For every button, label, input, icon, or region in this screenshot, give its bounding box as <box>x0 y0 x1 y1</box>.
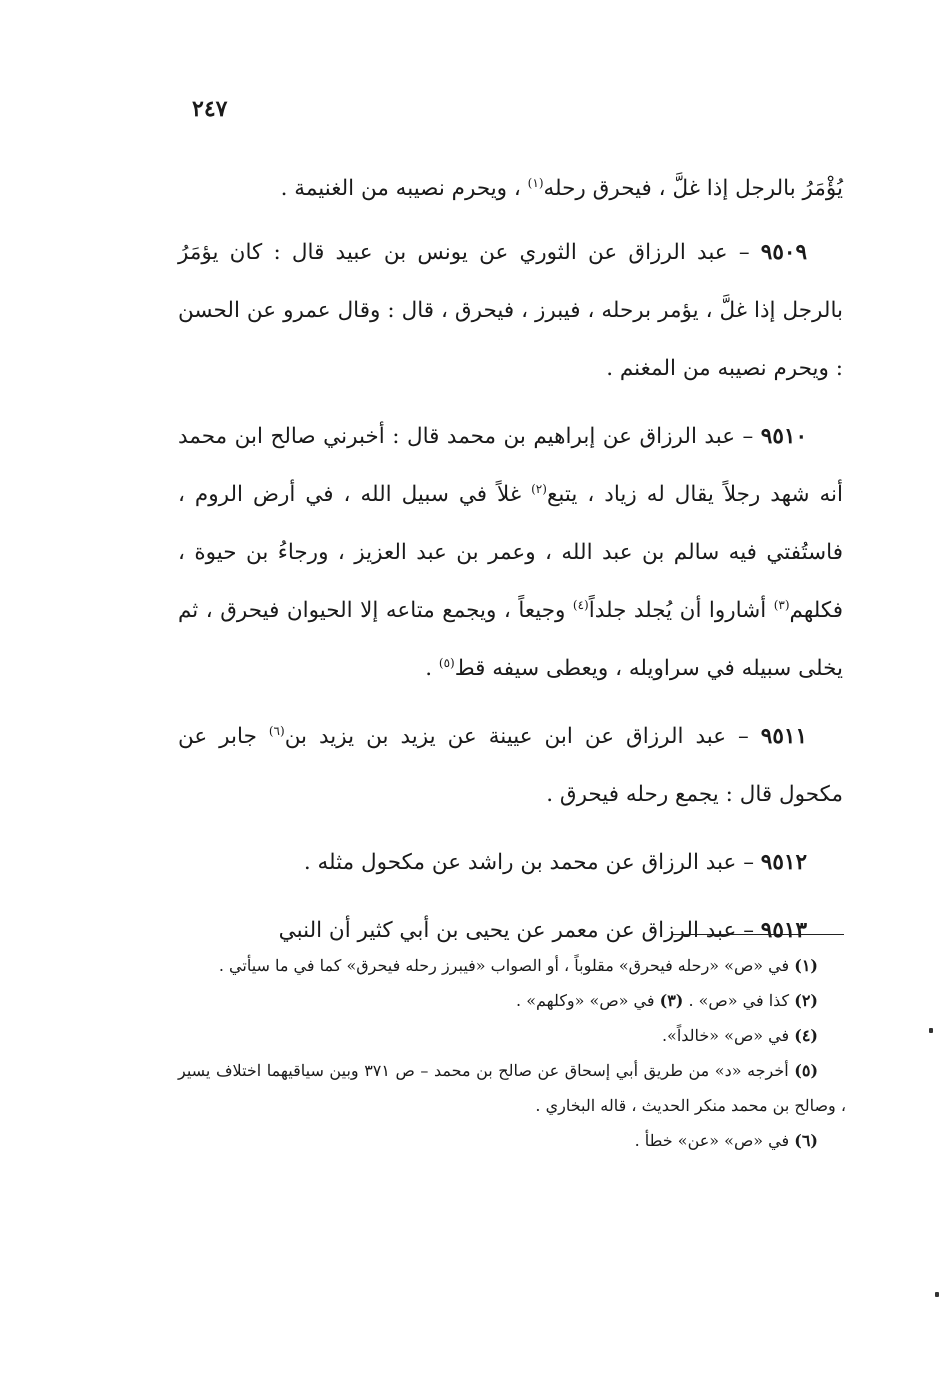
footnotes <box>178 948 846 1158</box>
footnote-ref-1: (١) <box>527 175 544 190</box>
footnote-ref-5: (٥) <box>438 655 455 670</box>
footnote-text: في «ص» «خالداً». <box>661 1026 795 1045</box>
footnote-mark: (١) <box>794 956 818 975</box>
main-text <box>178 160 843 960</box>
footnote-4 <box>178 1018 846 1053</box>
footnote-text: في «ص» «رحله فيحرق» مقلوباً ، أو الصواب «فيبرز رحله فيحرق» كما في ما سيأتي . <box>218 956 795 975</box>
footnote-1 <box>178 948 846 983</box>
hadith-9511 <box>178 708 843 824</box>
hadith-text: . <box>425 656 439 681</box>
hadith-9509 <box>178 224 843 398</box>
paragraph-text: ، ويحرم نصيبه من الغنيمة . <box>280 176 528 201</box>
hadith-number: ٩٥١٢ <box>760 850 807 875</box>
footnote-mark: (٣) <box>659 991 684 1010</box>
footnote-mark: (٦) <box>794 1131 818 1150</box>
hadith-number: ٩٥١٣ <box>760 918 807 943</box>
hadith-text: جابر عن مكحول قال : يجمع رحله فيحرق . <box>178 724 843 807</box>
opening-paragraph <box>178 160 843 218</box>
hadith-text: – عبد الرزاق عن معمر عن يحيى بن أبي كثير أن النبي <box>278 918 761 943</box>
footnote-ref-3: (٣) <box>773 597 790 612</box>
footnote-2-3 <box>178 983 846 1018</box>
hadith-number: ٩٥١٠ <box>760 424 807 449</box>
hadith-text: – عبد الرزاق عن محمد بن راشد عن مكحول مثله . <box>303 850 761 875</box>
hadith-text: وجيعاً ، ويجمع متاعه إلا الحيوان فيحرق ، ثم يخلى سبيله في سراويله ، ويعطى سيفه قط <box>178 598 843 681</box>
scan-speck <box>929 1028 933 1033</box>
footnote-mark: (٤) <box>794 1026 818 1045</box>
footnote-6 <box>178 1123 846 1158</box>
footnote-5 <box>178 1053 846 1123</box>
paragraph-text: يُؤْمَرُ بالرجل إذا غلَّ ، فيحرق رحله <box>543 176 843 201</box>
hadith-text: – عبد الرزاق عن ابن عيينة عن يزيد بن يزيد بن <box>284 724 761 749</box>
footnote-ref-6: (٦) <box>268 723 285 738</box>
hadith-number: ٩٥٠٩ <box>760 240 807 265</box>
footnote-mark: (٢) <box>794 991 818 1010</box>
footnote-mark: (٥) <box>794 1061 819 1080</box>
hadith-text: أشاروا أن يُجلد جلداً <box>588 598 774 623</box>
hadith-number: ٩٥١١ <box>760 724 807 749</box>
hadith-text: – عبد الرزاق عن الثوري عن يونس بن عبيد قال : كان يؤمَرُ بالرجل إذا غلَّ ، يؤمر برحله ، فيبرز ، فيحرق ، قال : وقال عمرو عن الحسن : ويحرم نصيبه من المغنم . <box>178 240 843 381</box>
footnote-text: في «ص» «وكلهم» . <box>516 991 660 1010</box>
footnote-ref-4: (٤) <box>572 597 589 612</box>
hadith-9510 <box>178 408 843 698</box>
scan-speck <box>935 1292 939 1297</box>
footnote-text: في «ص» «عن» خطأ . <box>634 1131 795 1150</box>
hadith-9512 <box>178 834 843 892</box>
footnote-separator <box>672 934 844 935</box>
footnote-ref-2: (٢) <box>531 481 547 496</box>
footnote-text: كذا في «ص» . <box>683 991 795 1010</box>
hadith-text: – عبد الرزاق عن إبراهيم بن محمد قال : أخبرني صالح ابن محمد أنه شهد رجلاً يقال له زياد ، يتبع <box>178 424 843 507</box>
footnote-text: أخرجه «د» من طريق أبي إسحاق عن صالح بن محمد – ص ٣٧١ وبين سياقيهما اختلاف يسير ، وصالح بن محمد منكر الحديث ، قاله البخاري . <box>178 1061 846 1115</box>
hadith-text: غلاً في سبيل الله ، في أرض الروم ، فاستُفتي فيه سالم بن عبد الله ، وعمر بن عبد العزيز ، ورجاءُ بن حيوة ، فكلهم <box>178 482 844 623</box>
page-number: ٢٤٧ <box>192 96 228 122</box>
